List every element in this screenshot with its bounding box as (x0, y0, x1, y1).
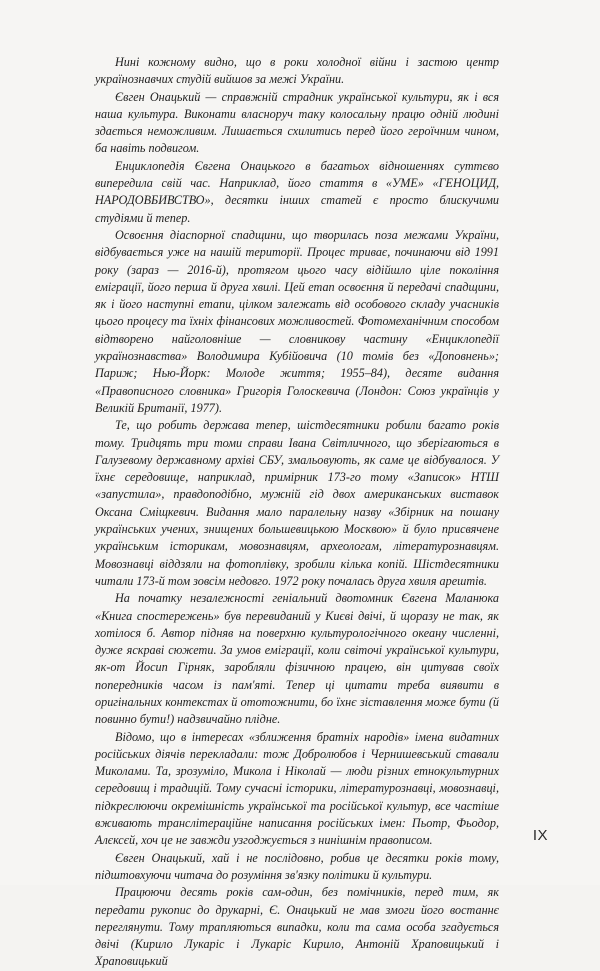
paragraph: Відомо, що в інтересах «зближення братніх народів» імена видатних російських діячів перекладали: тож Добролюбов і Чернишевський ставали Миколами. Та, зрозуміло, Микола і Ніколай — люди різних етнокультурних середовищ і традицій. Тому сучасні історики, літературознавці, мовознавці, підкреслюючи окремішність української та російської культур, все частіше вживають транслітераційне написання російських імен: Пьотр, Фьодор, Алєксєй, хоч це не завжди узгоджується з нинішнім правописом. (95, 729, 499, 848)
paragraph: Євген Онацький — справжній страдник української культури, як і вся наша культура. Виконати власноруч таку колосальну працю одній людині здається неможливим. Лишається схилитись перед його героїчним чином, ба навіть подвигом. (95, 89, 499, 156)
paragraph: Освоєння діаспорної спадщини, що творилась поза межами України, відбувається уже на нашій території. Процес триває, починаючи від 1991 року (зараз — 2016-й), протягом цього часу відійшло ціле покоління еміграції, його перша й друга хвилі. Цей етап освоєння й передачі спадщини, як і його наступні етапи, цілком залежать від особового складу учасників цього процесу та їхніх фінансових можливостей. Фотомеханічним способом відтворено найголовніше — словникову частину «Енциклопедії українознавства» Володимира Кубійовича (10 томів без «Доповнень»; Париж; Нью-Йорк: Молоде життя; 1955–84), десяте видання «Правописного словника» Григорія Голоскевича (Лондон: Союз українців у Великій Британії, 1977). (95, 227, 499, 415)
paragraph: Працюючи десять років сам-один, без помічників, перед тим, як передати рукопис до друкарні, Є. Онацький не мав змоги його востаннє переглянути. Тому трапляються випадки, коли та сама особа згадується двічі (Кирило Лукаріс і Лукаріс Кирило, Антоній Храповицький і Храповицький (95, 885, 499, 969)
paragraph: Енциклопедія Євгена Онацького в багатьох відношеннях суттєво випередила свій час. Наприклад, його стаття в «УМЕ» «ГЕНОЦИД, НАРОДОВБИВСТВО», десятки інших статей є просто блискучими студіями й тепер. (95, 158, 499, 225)
body-text (95, 54, 499, 971)
paragraph: На початку незалежності геніальний двотомник Євгена Маланюка «Книга спостережень» був перевиданий у Києві двічі, й щоразу не так, як хотілося б. Автор підняв на поверхню культурологічного океану численні, дуже яскраві сюжети. За умов еміграції, коли світочі української культури, як-от Йосип Гірняк, заробляли фізичною працею, він цитував своїх попередників часом із пам'яті. Тепер ці цитати треба виявити в оригінальних контекстах й ототожнити, бо їхнє зіставлення може бути (й повинно бути!) надзвичайно плідне. (95, 591, 499, 727)
paragraph: Євген Онацький, хай і не послідовно, робив це десятки років тому, підштовхуючи читача до розуміння зв'язку політики й культури. (95, 850, 499, 882)
paragraph: Те, що робить держава тепер, шістдесятники робили багато років тому. Тридцять три томи справи Івана Світличного, що зберігаються в Галузевому державному архіві СБУ, змальовують, як саме це відбувалося. У їхнє середовище, наприклад, примірник 173-го тому «Записок» НТШ «запустила», правдоподібно, мужній гід двох американських виставок Оксана Сміщкевич. Видання мало паралельну назву «Збірник на пошану українських учених, знищених большевицькою Москвою» й було присвячене українським історикам, мовознавцям, археологам, літературознавцям. Мовознавці віддзяли на фотоплівку, зробили кілька копій. Шістдесятники читали 173-й том зовсім недовго. 1972 року почалась друга хвиля арештів. (95, 418, 499, 588)
page-number: IX (532, 827, 548, 844)
paragraph: Нині кожному видно, що в роки холодної війни і застою центр українознавчих студій вийшов за межі України. (95, 55, 499, 87)
